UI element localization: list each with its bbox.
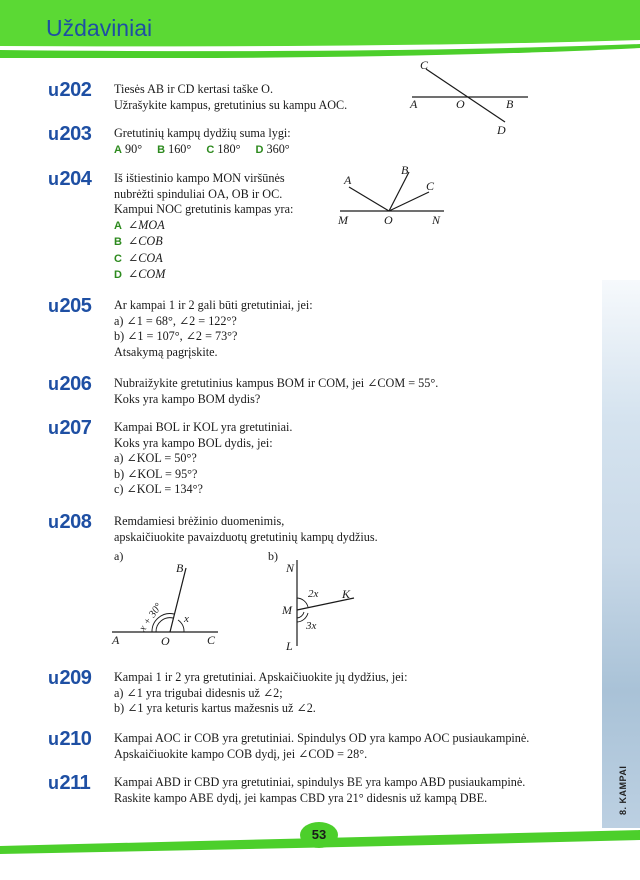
fig-tag: a) — [114, 549, 124, 563]
option-d: D ∠COM — [114, 267, 166, 281]
label-m: M — [282, 603, 292, 617]
figure-202 — [400, 56, 540, 136]
option-a: A 90° — [114, 141, 143, 156]
task-number: u208 — [48, 511, 92, 533]
fig-tag: b) — [268, 549, 278, 563]
side-decoration — [602, 280, 640, 828]
task-text: Nubraižykite gretutinius kampus BOM ir COM, jei ∠COM = 55°. Koks yra kampo BOM dydis? — [114, 376, 439, 406]
label-b: B — [176, 561, 184, 575]
chapter-label: 8. KAMPAI — [618, 765, 628, 815]
task-number: u209 — [48, 667, 92, 689]
label-l: L — [286, 639, 293, 653]
label-c: C — [426, 179, 435, 193]
task-number: u207 — [48, 417, 92, 439]
option-d: D 360° — [255, 141, 290, 156]
task-text: Iš ištiestinio kampo MON viršūnės nubrėžti spinduliai OA, OB ir OC. Kampui NOC gretutinis kampas yra: A ∠MOA B ∠COB C ∠COA D ∠COM — [114, 171, 293, 284]
label-m: M — [338, 213, 348, 227]
task-text: Kampai 1 ir 2 yra gretutiniai. Apskaičiuokite jų dydžius, jei: a) ∠1 yra trigubai didesnis už ∠2; b) ∠1 yra keturis kartus mažesnis už ∠2. — [114, 670, 408, 715]
label-a: A — [344, 173, 352, 187]
task-number: u202 — [48, 79, 92, 101]
figure-204 — [332, 160, 482, 230]
figure-208a — [108, 546, 238, 650]
page-title: Uždaviniai — [46, 15, 153, 41]
task-text: Remdamiesi brėžinio duomenimis, apskaičiuokite pavaizduotų gretutinių kampų dydžius. — [114, 514, 378, 544]
task-number: u204 — [48, 168, 92, 190]
task-text: Kampai BOL ir KOL yra gretutiniai. Koks yra kampo BOL dydis, jei: a) ∠KOL = 50°? b) ∠KOL = 95°? c) ∠KOL = 134°? — [114, 420, 293, 496]
label-n: N — [432, 213, 441, 227]
label-o: O — [161, 634, 170, 648]
label-d: D — [497, 123, 506, 136]
option-a: A ∠MOA — [114, 217, 165, 232]
task-text: Gretutinių kampų dydžių suma lygi: A 90° B 160° C 180° D 360° — [114, 126, 291, 156]
option-b: B ∠COB — [114, 234, 163, 248]
task-number: u205 — [48, 295, 92, 317]
task-text: Kampai ABD ir CBD yra gretutiniai, spindulys BE yra kampo ABD pusiaukampinė. Raskite kampo ABE dydį, jei kampas CBD yra 21° didesnis už kampą DBE. — [114, 775, 526, 805]
task-text: Kampai AOC ir COB yra gretutiniai. Spindulys OD yra kampo AOC pusiaukampinė. Apskaičiuokite kampo COB dydį, jei ∠COD = 28°. — [114, 731, 530, 761]
task-text: Ar kampai 1 ir 2 gali būti gretutiniai, jei: a) ∠1 = 68°, ∠2 = 122°? b) ∠1 = 107°, ∠2 = 73°? Atsakymą pagrįskite. — [114, 298, 313, 359]
label-o: O — [384, 213, 393, 227]
task-text: Tiesės AB ir CD kertasi taške O. Užrašykite kampus, gretutinius su kampu AOC. — [114, 82, 348, 112]
label-k: K — [342, 587, 351, 601]
label-b: B — [401, 163, 409, 177]
label-n: N — [286, 561, 295, 575]
page-number: 53 — [311, 827, 327, 842]
label-a: A — [410, 97, 418, 111]
label-c: C — [420, 58, 429, 72]
label-angle-2: 3x — [306, 620, 317, 632]
figure-208b — [262, 546, 372, 654]
label-angle-1: 2x — [308, 588, 319, 600]
option-b: B 160° — [157, 141, 192, 156]
label-angle-1: x + 30° — [137, 601, 165, 634]
label-b: B — [506, 97, 514, 111]
label-o: O — [456, 97, 465, 111]
task-number: u211 — [48, 772, 91, 794]
task-number: u203 — [48, 123, 92, 145]
task-number: u206 — [48, 373, 92, 395]
label-c: C — [207, 633, 216, 647]
label-a: A — [112, 633, 120, 647]
label-angle-2: x — [184, 613, 189, 625]
option-c: C ∠COA — [114, 250, 163, 265]
task-number: u210 — [48, 728, 92, 750]
option-c: C 180° — [206, 141, 241, 156]
